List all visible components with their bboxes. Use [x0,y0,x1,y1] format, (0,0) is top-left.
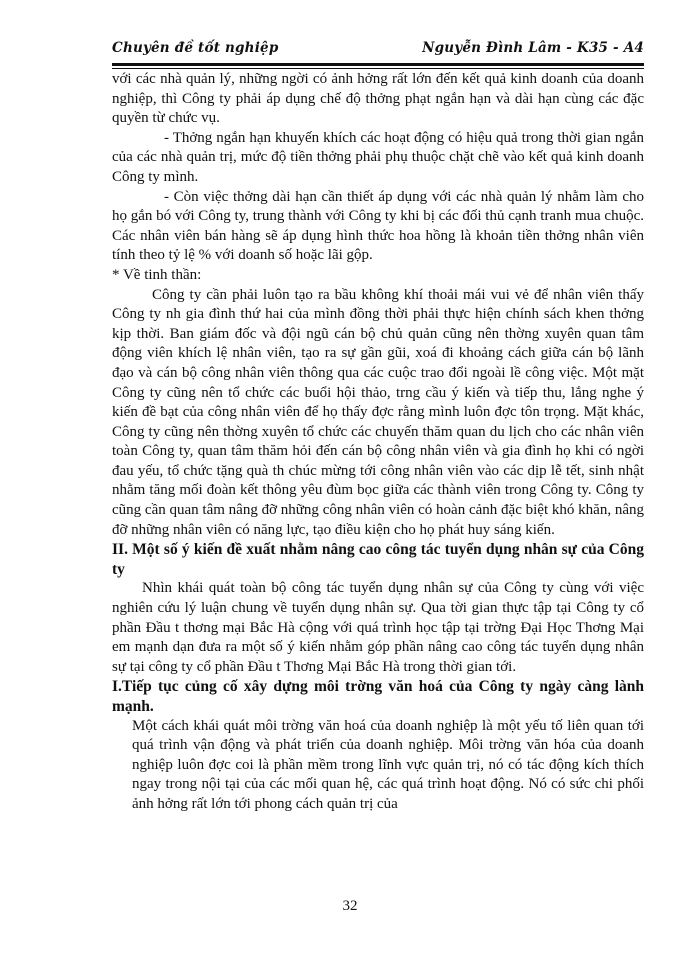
paragraph-4: * Về tinh thần: [112,266,202,283]
header-rule-thin [112,68,644,69]
section-heading-ii: II. Một số ý kiến đề xuất nhằm nâng cao công tác tuyển dụng nhân sự của Công ty [112,541,644,578]
paragraph-5: Công ty cần phải luôn tạo ra bầu không khí thoải mái vui vẻ để nhân viên thấy Công ty nh gia đình thứ hai của mình đồng thời phải thực hiện chính sách khen thởng kịp thời. Ban giám đốc và đội ngũ cán bộ chủ quản cũng nên thờng xuyên quan tâm động viên khích lệ nhân viên, tạo ra sự gần gũi, xoá đi khoảng cách giữa cán bộ lãnh đạo và cán bộ công nhân viên thông qua các cuộc trao đổi ngoài lề công việc. Một mặt Công ty cũng nên tổ chức các buổi hội thảo, trng cầu ý kiến và tiếp thu, lắng nghe ý kiến đề bạt của công nhân viên để họ thấy đợc rằng mình luôn đợc tôn trọng. Mặt khác, Công ty cũng nên thờng xuyên tổ chức các chuyến thăm quan du lịch cho các nhân viên toàn Công ty, quan tâm thăm hỏi đến cán bộ công nhân viên và gia đình họ khi có ngời đau yếu, tổ chức tặng quà th chúc mừng tới công nhân viên vào các dịp lễ tết, sinh nhật nhằm tăng mối đoàn kết thông yêu đùm bọc giữa các thành viên trong Công ty. Công ty cũng cần quan tâm nâng đỡ những công nhân viên có hoàn cảnh đặc biệt khó khăn, nâng đỡ những nhân viên có năng lực, tạo điều kiện cho họ phát huy sáng kiến. [112,286,644,538]
paragraph-6: Nhìn khái quát toàn bộ công tác tuyển dụng nhân sự của Công ty cùng với việc nghiên cứu lý luận chung về tuyển dụng nhân sự. Qua tời gian thực tập tại Công ty cổ phần Đầu t thơng mại Bắc Hà cộng với quá trình học tập tại trờng Đại Học Thơng Mại em mạnh dạn đưa ra một số ý kiến nhằm góp phần nâng cao công tác tuyển dụng nhân sự tại công ty cổ phần Đầu t Thơng Mại Bắc Hà trong thời gian tới. [112,580,644,675]
header-title: Chuyên đề tốt nghiệp [112,40,279,56]
paragraph-2: - Thởng ngắn hạn khuyến khích các hoạt động có hiệu quả trong thời gian ngắn của các nhà quản trị, mức độ tiền thởng phải phụ thuộc chặt chẽ vào kết quả kinh doanh Công ty mình. [112,129,644,185]
section-heading-i: I.Tiếp tục củng cố xây dựng môi trờng văn hoá của Công ty ngày càng lành mạnh. [112,678,644,715]
document-body [112,70,644,815]
page-header [112,40,644,62]
paragraph-3: - Còn việc thởng dài hạn cần thiết áp dụng với các nhà quản lý nhằm làm cho họ gắn bó với Công ty, trung thành với Công ty khi bị các đối thủ cạnh tranh mua chuộc. Các nhân viên bán hàng sẽ áp dụng hình thức hoa hồng là khoản tiền thởng nhân viên tính theo tỷ lệ % với doanh số hoặc lãi gộp. [112,188,644,264]
paragraph-1: với các nhà quản lý, những ngời có ảnh hởng rất lớn đến kết quả kinh doanh của doanh nghiệp, thì Công ty phải áp dụng chế độ thởng phạt ngắn hạn và dài hạn cùng các đặc quyền từ chức vụ. [112,71,644,127]
page-number: 32 [342,898,358,914]
paragraph-7: Một cách khái quát môi trờng văn hoá của doanh nghiệp là một yếu tố liên quan tới quá trình vận động và phát triển của doanh nghiệp. Môi trờng văn hóa của doanh nghiệp luôn đợc coi là phần mềm trong lĩnh vực quản trị, nó có tác động kích thích ngay trong nội tại của các mối quan hệ, các quá trình hoạt động. Nó có sức chi phối ảnh hởng rất lớn tới phong cách quản trị của [132,717,644,812]
header-rule-thick [112,63,644,66]
header-author: Nguyễn Đình Lâm - K35 - A4 [422,40,644,56]
